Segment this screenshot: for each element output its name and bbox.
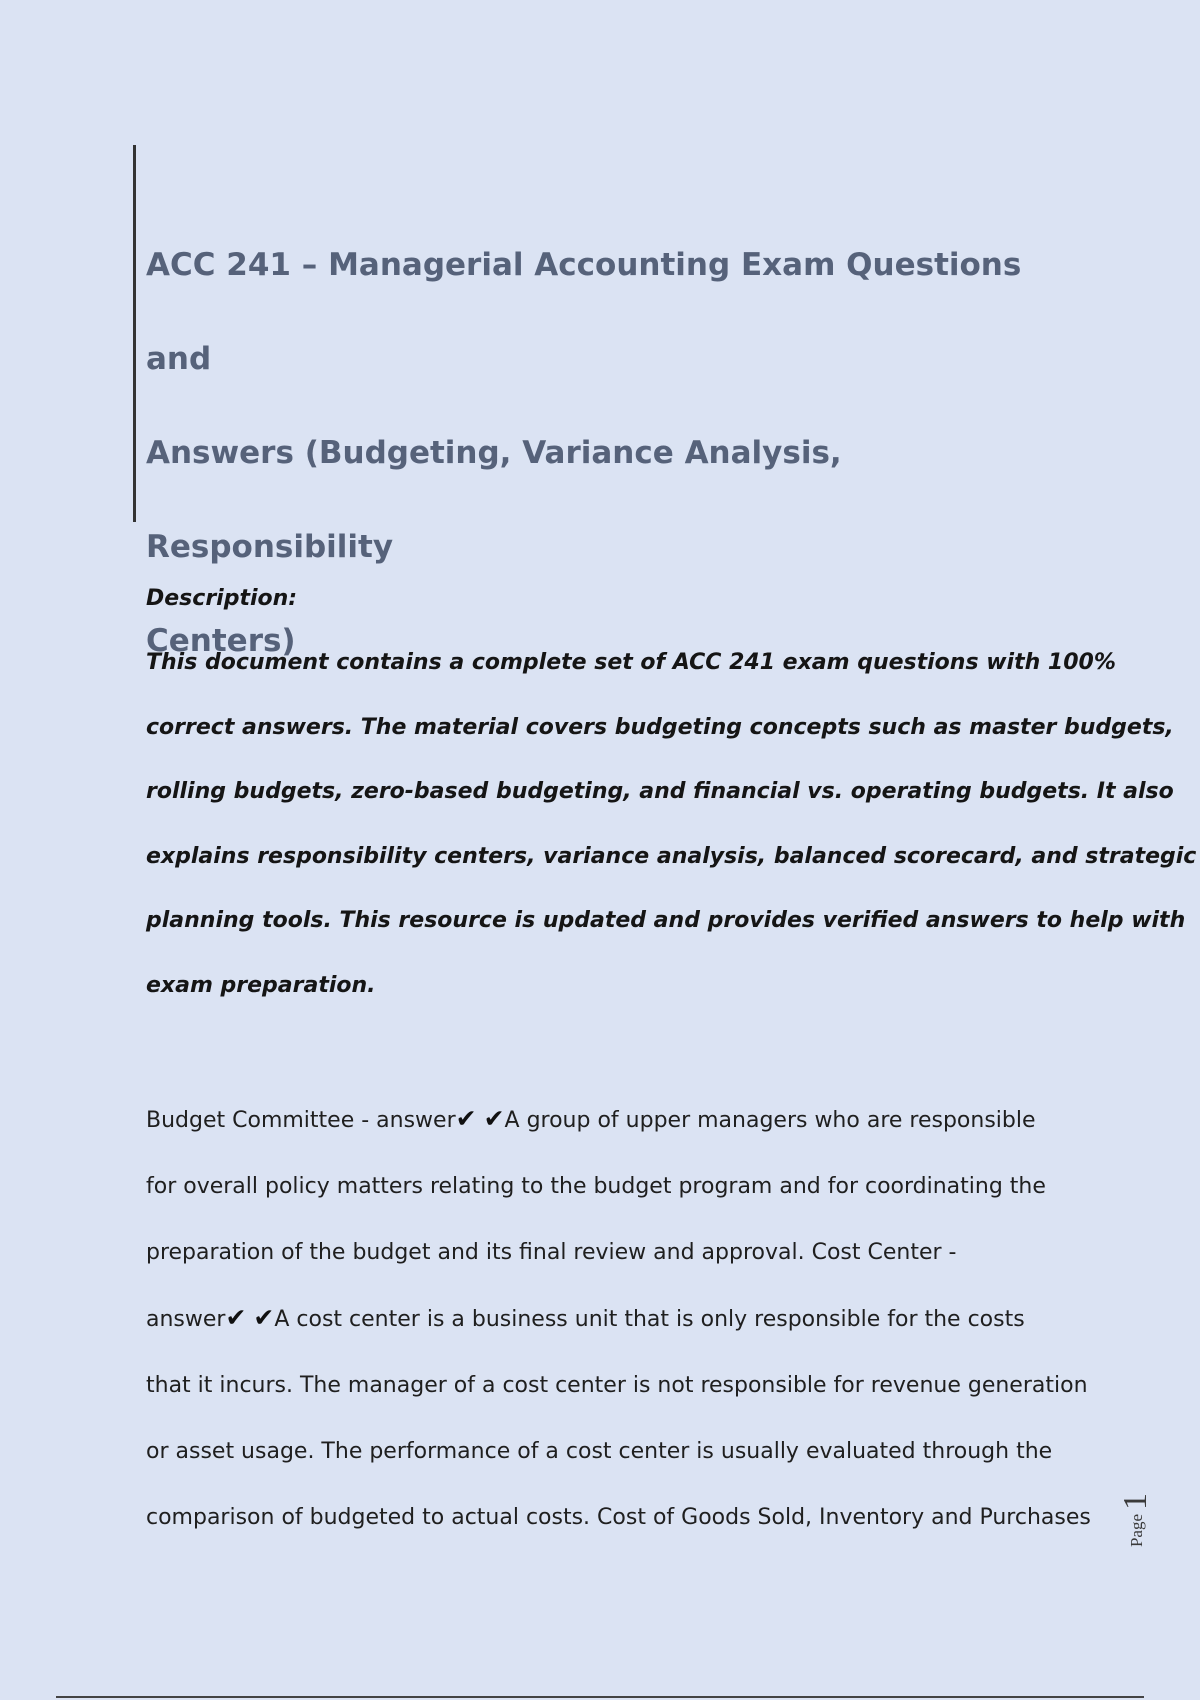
body-line: that it incurs. The manager of a cost center is not responsible for revenue generation — [146, 1373, 1088, 1399]
body-text — [146, 1086, 1091, 1551]
page-number-indicator — [1116, 1480, 1156, 1560]
page-number: 1 — [1117, 1492, 1154, 1510]
description-label: Description: — [146, 586, 298, 611]
description-line: This document contains a complete set of ACC 241 exam questions with 100% — [146, 650, 1116, 675]
description-line: correct answers. The material covers budgeting concepts such as master budgets, — [146, 714, 1174, 740]
check-mark-icon: ✔ — [225, 1303, 247, 1333]
description-line: rolling budgets, zero-based budgeting, and financial vs. operating budgets. It also — [146, 779, 1174, 804]
page-label: Page — [1127, 1513, 1146, 1548]
body-line — [146, 1086, 1066, 1154]
title-vertical-rule — [133, 145, 136, 522]
title-line: ACC 241 – Managerial Accounting Exam Questions and — [146, 247, 1022, 377]
footer-rule — [56, 1696, 1144, 1698]
body-line: or asset usage. The performance of a cost center is usually evaluated through the — [146, 1438, 1053, 1464]
body-line — [146, 1285, 1066, 1353]
description-line: explains responsibility centers, variance analysis, balanced scorecard, and strategic — [146, 843, 1197, 869]
description-line: planning tools. This resource is updated and provides verified answers to help with — [146, 908, 1186, 933]
answer-text: A group of upper managers who are responsible — [504, 1108, 1036, 1133]
body-line: preparation of the budget and its final review and approval. Cost Center - — [146, 1239, 957, 1265]
term-budget-committee: Budget Committee - answer — [146, 1108, 456, 1133]
check-mark-icon: ✔ — [483, 1104, 505, 1133]
term-cost-center: answer — [146, 1307, 226, 1333]
description-section — [146, 567, 1197, 1018]
answer-text: A cost center is a business unit that is only responsible for the costs — [274, 1307, 1025, 1333]
title-line: Centers) — [146, 623, 296, 659]
body-line: comparison of budgeted to actual costs. Cost of Goods Sold, Inventory and Purchases — [146, 1504, 1091, 1530]
body-line: for overall policy matters relating to the budget program and for coordinating the — [146, 1173, 1046, 1199]
description-line: exam preparation. — [146, 972, 376, 998]
check-mark-icon: ✔ — [253, 1303, 275, 1333]
title-line: Answers (Budgeting, Variance Analysis, Responsibility — [146, 435, 842, 565]
check-mark-icon: ✔ — [455, 1104, 477, 1133]
